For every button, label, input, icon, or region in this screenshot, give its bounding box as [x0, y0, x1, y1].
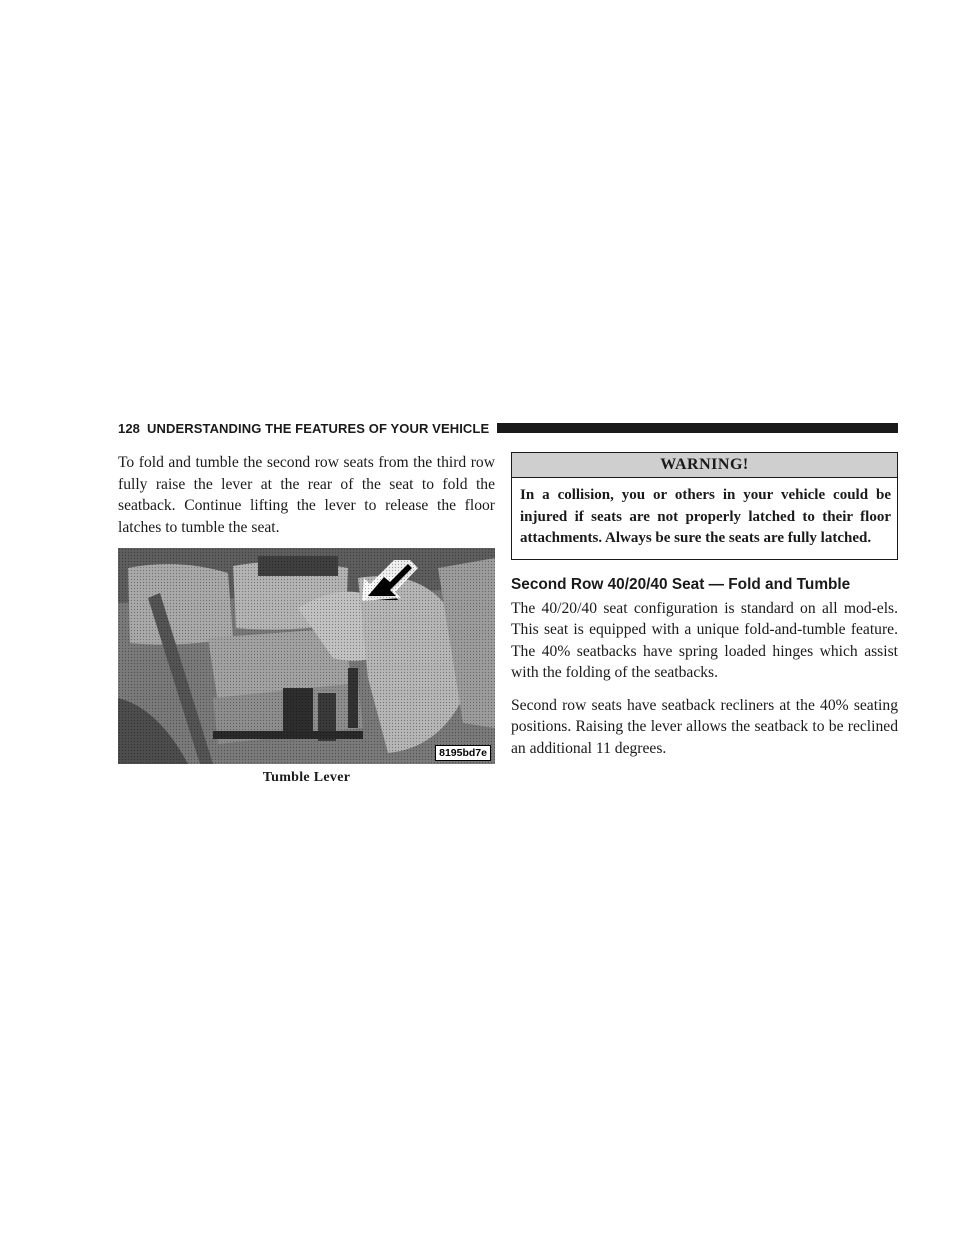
tumble-lever-photo [118, 548, 495, 764]
page-number: 128 [118, 420, 140, 436]
right-column [511, 452, 898, 759]
figure-caption: Tumble Lever [262, 770, 351, 785]
warning-text: In a collision, you or others in your vehicle could be injured if seats are not properly latched to their floor attachments. Always be sure the seats are fully latched. [520, 487, 891, 546]
section-heading: Second Row 40/20/40 Seat — Fold and Tumble [511, 575, 851, 593]
page-header [118, 419, 898, 437]
paragraph-1: The 40/20/40 seat configuration is standard on all mod-els. This seat is equipped with a unique fold-and-tumble feature. The 40% seatbacks have spring loaded hinges which assist with the folding of the seatbacks. [511, 599, 898, 681]
seat-illustration [118, 548, 495, 764]
chapter-title: UNDERSTANDING THE FEATURES OF YOUR VEHICLE [147, 420, 490, 436]
paragraph-2: Second row seats have seatback recliners at the 40% seating positions. Raising the lever allows the seatback to be reclined an additional 11 degrees. [511, 696, 898, 757]
warning-title: WARNING! [512, 453, 897, 478]
warning-box [511, 452, 898, 560]
figure-code: 8195bd7e [435, 745, 491, 761]
header-rule [497, 423, 898, 433]
left-column [118, 452, 495, 786]
intro-paragraph: To fold and tumble the second row seats from the third row fully raise the lever at the rear of the seat to fold the seatback. Continue lifting the lever to release the floor latches to tumble the seat. [118, 454, 495, 536]
